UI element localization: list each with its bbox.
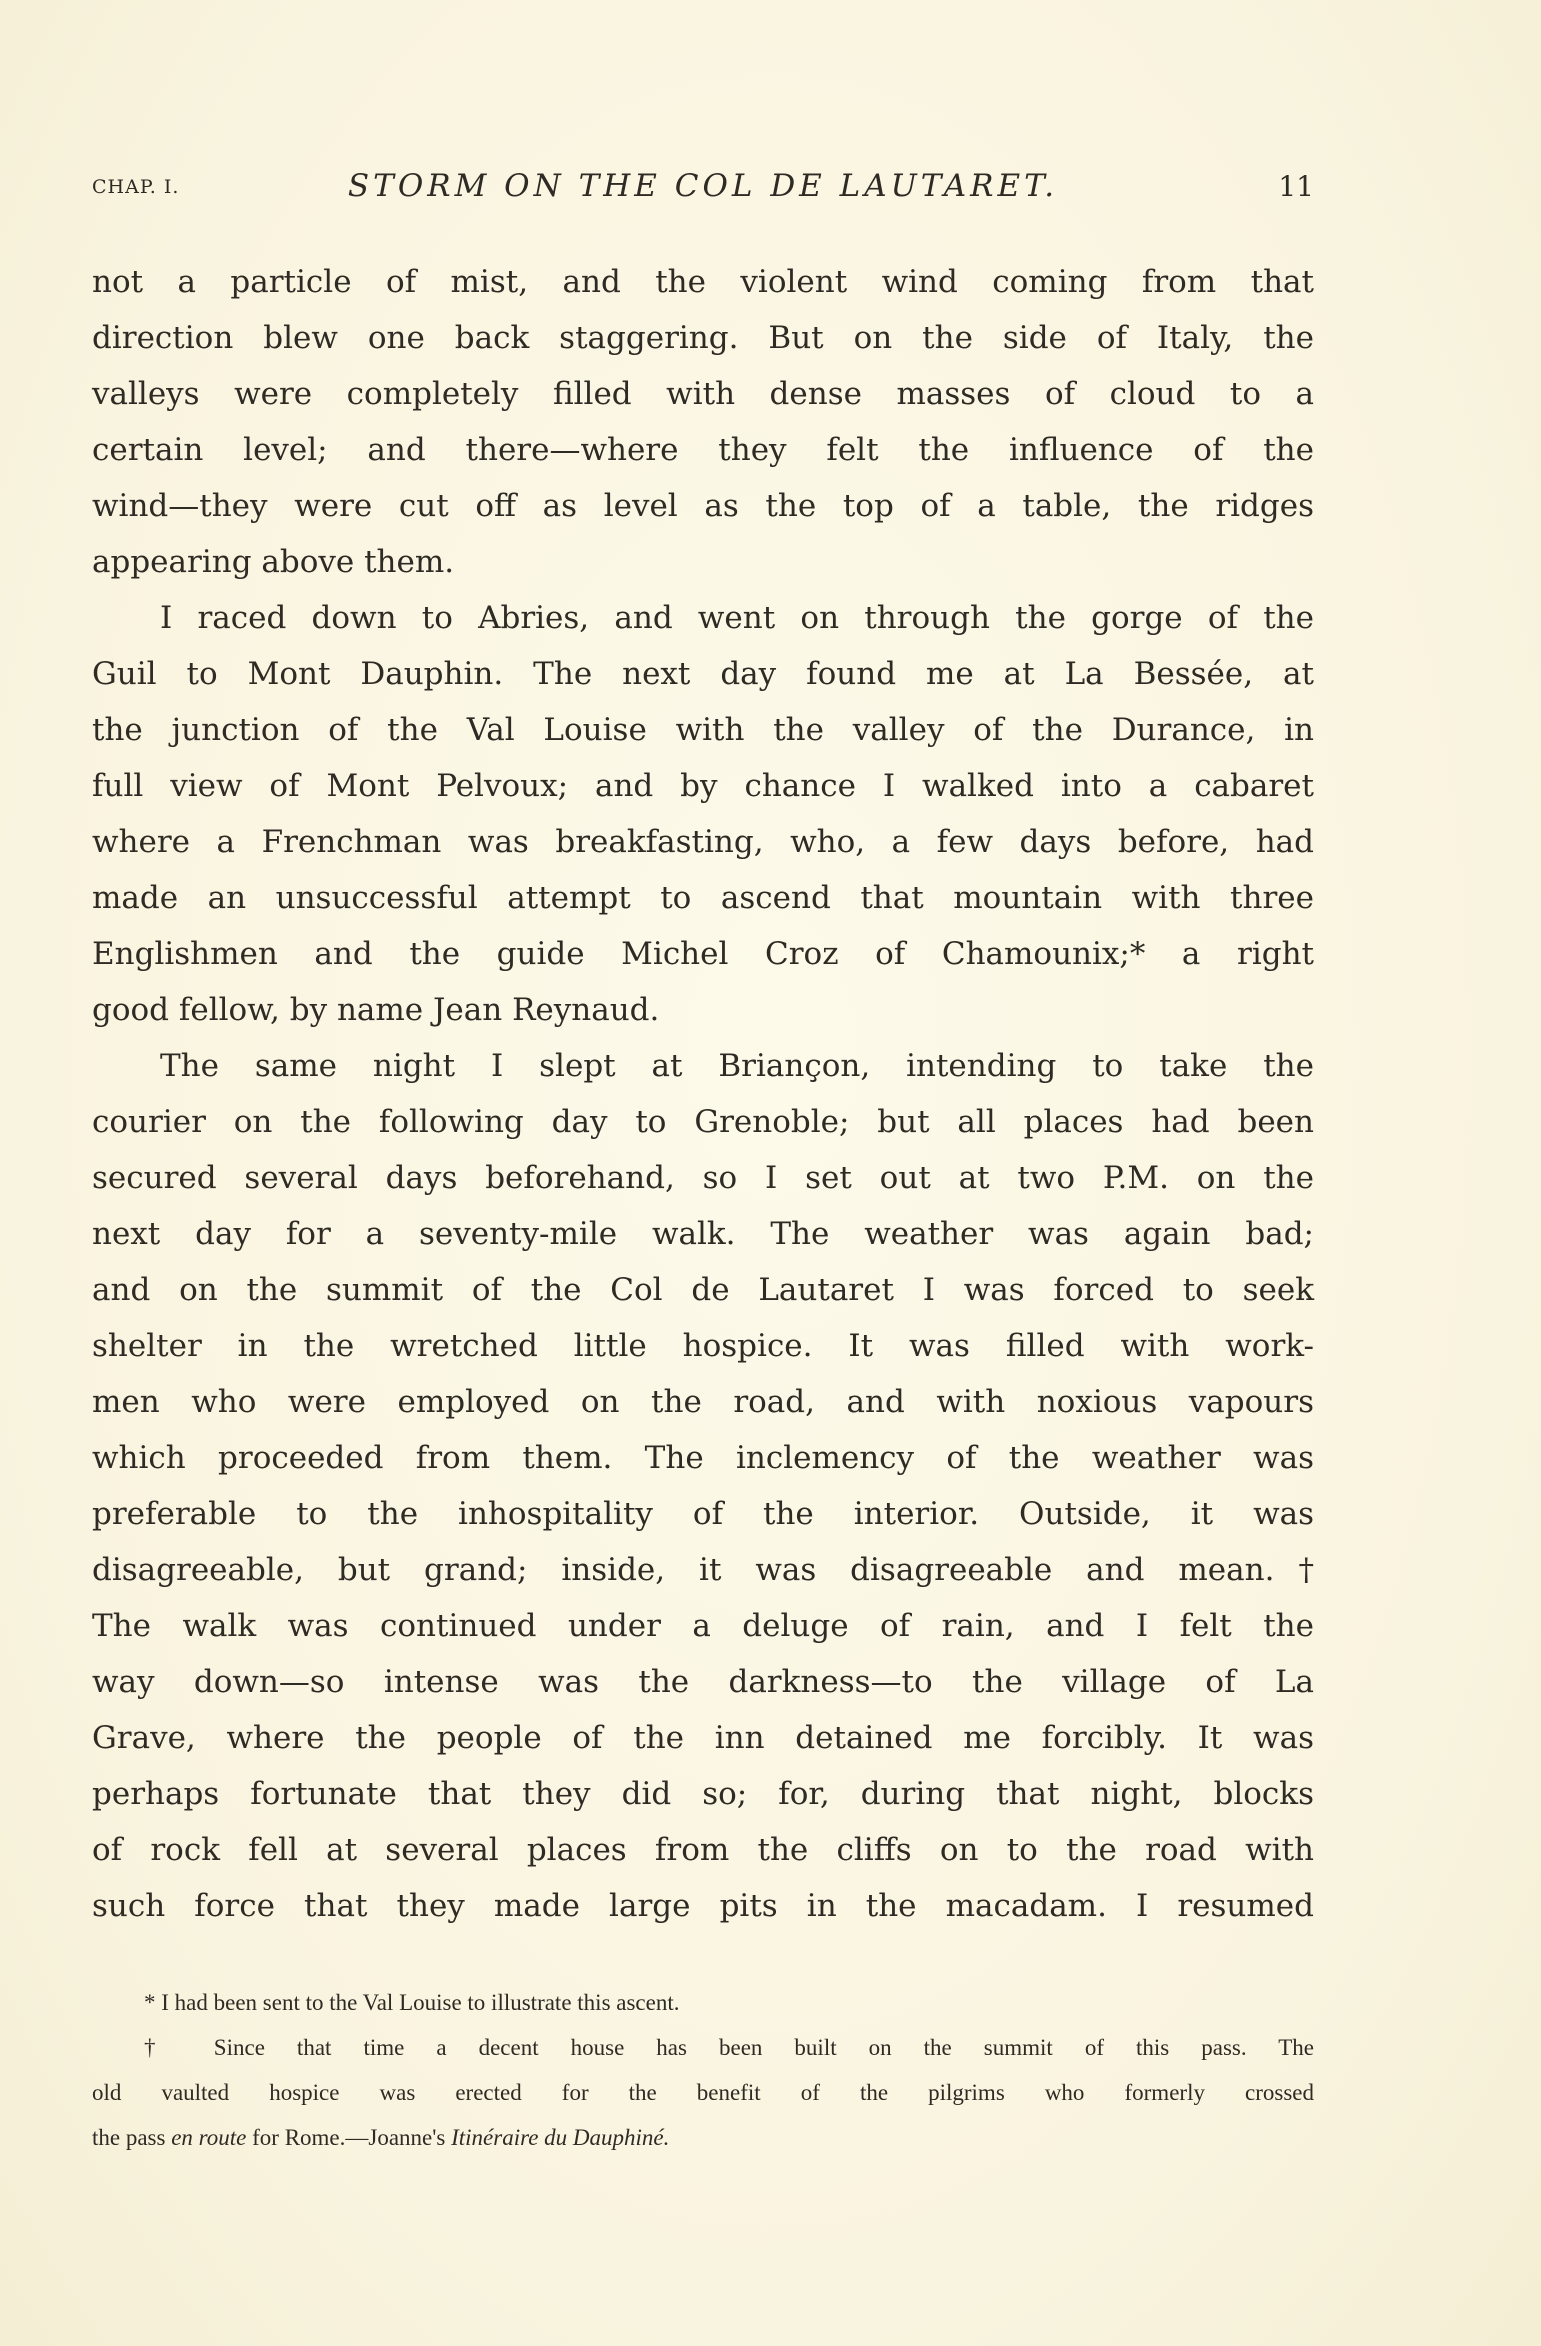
text-line: Guil to Mont Dauphin. The next day found me at La Bessée, at bbox=[92, 656, 1314, 692]
text-line: such force that they made large pits in the macadam. I resumed bbox=[92, 1888, 1314, 1924]
text-line: the junction of the Val Louise with the valley of the Durance, in bbox=[92, 712, 1314, 748]
footnote-text: for Rome.—Joanne's bbox=[246, 2125, 452, 2150]
footnotes bbox=[92, 1980, 1314, 2160]
text-line: shelter in the wretched little hospice. It was filled with work- bbox=[92, 1328, 1314, 1364]
footnote-italic-phrase: en route bbox=[171, 2125, 247, 2150]
running-header bbox=[92, 168, 1314, 208]
text-line: made an unsuccessful attempt to ascend that mountain with three bbox=[92, 880, 1314, 916]
running-title: STORM ON THE COL DE LAUTARET. bbox=[347, 168, 1059, 204]
text-line: preferable to the inhospitality of the interior. Outside, it was bbox=[92, 1496, 1314, 1532]
text-line: wind—they were cut off as level as the top of a table, the ridges bbox=[92, 488, 1314, 524]
footnote-dagger-line: † Since that time a decent house has been built on the summit of this pass. The bbox=[144, 2035, 1314, 2060]
text-line: I raced down to Abries, and went on through the gorge of the bbox=[160, 600, 1314, 636]
text-line: valleys were completely filled with dense masses of cloud to a bbox=[92, 376, 1314, 412]
text-line: Englishmen and the guide Michel Croz of Chamounix;* a right bbox=[92, 936, 1314, 972]
footnote-asterisk: * I had been sent to the Val Louise to illustrate this ascent. bbox=[144, 1990, 680, 2015]
footnote-dagger-line bbox=[92, 2115, 1314, 2160]
text-line: courier on the following day to Grenoble; but all places had been bbox=[92, 1104, 1314, 1140]
text-line: secured several days beforehand, so I set out at two P.M. on the bbox=[92, 1160, 1314, 1196]
footnote-text: the pass bbox=[92, 2125, 172, 2150]
text-line: perhaps fortunate that they did so; for, during that night, blocks bbox=[92, 1776, 1314, 1812]
text-line: of rock fell at several places from the cliffs on to the road with bbox=[92, 1832, 1314, 1868]
footnote-dagger-line: old vaulted hospice was erected for the benefit of the pilgrims who formerly crossed bbox=[92, 2080, 1314, 2105]
body-text bbox=[92, 254, 1314, 1934]
text-line: which proceeded from them. The inclemency of the weather was bbox=[92, 1440, 1314, 1476]
text-line: men who were employed on the road, and with noxious vapours bbox=[92, 1384, 1314, 1420]
chapter-label: CHAP. I. bbox=[92, 176, 180, 198]
text-line: disagreeable, but grand; inside, it was disagreeable and mean.† bbox=[92, 1552, 1314, 1588]
text-line: good fellow, by name Jean Reynaud. bbox=[92, 992, 660, 1028]
text-line: appearing above them. bbox=[92, 544, 455, 580]
text-line: The walk was continued under a deluge of rain, and I felt the bbox=[92, 1608, 1314, 1644]
page-number: 11 bbox=[1278, 170, 1314, 203]
text-line: next day for a seventy-mile walk. The weather was again bad; bbox=[92, 1216, 1314, 1252]
text-line: The same night I slept at Briançon, intending to take the bbox=[160, 1048, 1314, 1084]
text-line: and on the summit of the Col de Lautaret I was forced to seek bbox=[92, 1272, 1314, 1308]
text-line: not a particle of mist, and the violent wind coming from that bbox=[92, 264, 1314, 300]
text-line: Grave, where the people of the inn detained me forcibly. It was bbox=[92, 1720, 1314, 1756]
text-line: where a Frenchman was breakfasting, who, a few days before, had bbox=[92, 824, 1314, 860]
footnote-citation-title: Itinéraire du Dauphiné. bbox=[451, 2125, 670, 2150]
text-line: certain level; and there—where they felt the influence of the bbox=[92, 432, 1314, 468]
text-line: way down—so intense was the darkness—to the village of La bbox=[92, 1664, 1314, 1700]
text-line: direction blew one back staggering. But on the side of Italy, the bbox=[92, 320, 1314, 356]
text-line: full view of Mont Pelvoux; and by chance I walked into a cabaret bbox=[92, 768, 1314, 804]
